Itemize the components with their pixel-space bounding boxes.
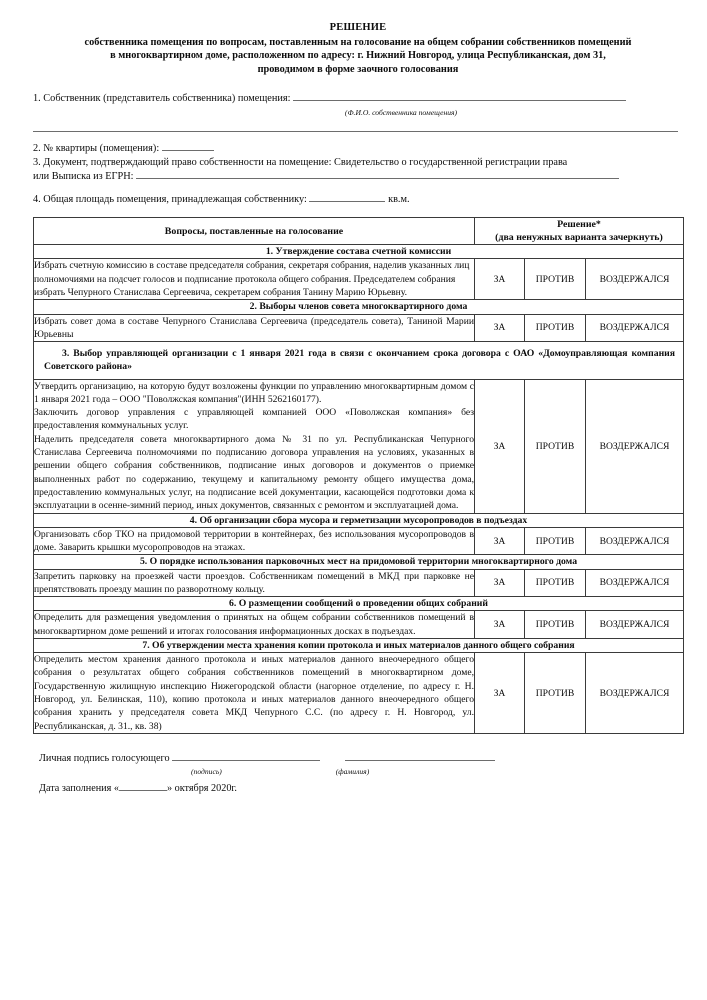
vote-option-za[interactable]: ЗА	[475, 379, 525, 513]
table-row	[34, 569, 684, 597]
ownership-document-label-line2: или Выписка из ЕГРН:	[33, 171, 134, 183]
vote-option-vozderzhalsya[interactable]: ВОЗДЕРЖАЛСЯ	[586, 611, 684, 639]
area-field-row	[33, 193, 683, 207]
question-paragraph: Определить местом хранения данного протокола и иных материалов данного внеочередного общего собрания о результатах общего собрания собственников помещений в многоквартирном доме, Государственную жилищную инспекцию Нижегородской области (нагорное отделение, по адресу г. Н. Новгород, ул. Белинская, 110), копию протокола и иных материалов данного внеочередного общего собрания хранить у председателя совета МКД Чепурного С.С. (по адресу г. Н. Новгород, ул. Республиканская, д. 31., кв. 38)	[34, 654, 474, 732]
vote-option-protiv[interactable]: ПРОТИВ	[525, 653, 586, 734]
ownership-document-label: 3. Документ, подтверждающий право собственности на помещение: Свидетельство о государственной регистрации права	[33, 157, 568, 169]
vote-option-za[interactable]: ЗА	[475, 569, 525, 597]
question-text	[34, 379, 475, 513]
ownership-document-row-2	[33, 170, 683, 184]
caption-signature: (подпись)	[191, 766, 222, 776]
question-paragraph: Наделить председателя совета многоквартирного дома № 31 по ул. Республиканская Чепурного Станислава Сергеевича полномочиями по подписанию договора управления на условиях, указанных в решении общего собрания собственников, подписание иных договоров и документов о приемке выполненных работ по содержанию, текущему и капитальному ремонту общего имущества дома, предоставлению коммунальных услуг, на подписание всей документации, касающейся подготовки дома к эксплуатации в осенне-зимний период, иных документов, связанных с ремонтом и эксплуатацией дома.	[34, 433, 474, 512]
vote-option-protiv[interactable]: ПРОТИВ	[525, 379, 586, 513]
table-row	[34, 259, 684, 300]
area-input-line[interactable]	[309, 201, 385, 202]
ballot-table	[33, 217, 684, 734]
section-heading-row	[34, 513, 684, 527]
table-row	[34, 379, 684, 513]
caption-surname: (фамилия)	[335, 766, 370, 776]
question-text	[34, 653, 475, 734]
document-subtitle-line-3: проводимом в форме заочного голосования	[257, 63, 459, 75]
question-text	[34, 611, 475, 639]
header-decision	[475, 218, 684, 245]
section-heading-row	[34, 638, 684, 652]
ownership-document-input-line[interactable]	[136, 178, 619, 179]
section-heading: 1. Утверждение состава счетной комиссии	[34, 245, 684, 259]
section-heading-row	[34, 555, 684, 569]
owner-input-line[interactable]	[293, 100, 626, 101]
vote-option-vozderzhalsya[interactable]: ВОЗДЕРЖАЛСЯ	[586, 569, 684, 597]
question-paragraph: Заключить договор управления с управляющей компанией ООО «Поволжская компания» без предоставления коммунальных услуг.	[34, 407, 474, 432]
document-subtitle-line-2: в многоквартирном доме, расположенном по адресу: г. Нижний Новгород, улица Республиканская, дом 31,	[110, 50, 606, 62]
question-paragraph: Запретить парковку на проезжей части проездов. Собственникам помещений в МКД при парковке не препятствовать проезду машин по разворотному кольцу.	[34, 570, 474, 595]
question-text	[34, 569, 475, 597]
vote-option-za[interactable]: ЗА	[475, 653, 525, 734]
question-paragraph: Избрать совет дома в составе Чепурного Станислава Сергеевича (председатель совета), Таниной Марии Юрьевны	[34, 315, 474, 340]
question-text	[34, 527, 475, 555]
section-heading-row	[34, 300, 684, 314]
section-heading: 4. Об организации сбора мусора и герметизации мусоропроводов в подъездах	[34, 513, 684, 527]
vote-option-za[interactable]: ЗА	[475, 611, 525, 639]
vote-option-protiv[interactable]: ПРОТИВ	[525, 314, 586, 342]
area-unit: кв.м.	[388, 193, 410, 205]
section-heading: 2. Выборы членов совета многоквартирного дома	[34, 300, 684, 314]
table-row	[34, 527, 684, 555]
document-subtitle-line-1: собственника помещения по вопросам, поставленным на голосование на общем собрании собственников помещений	[84, 37, 632, 48]
section-heading: 7. Об утверждении места хранения копии протокола и иных материалов данного общего собрания	[34, 638, 684, 652]
section-heading: 5. О порядке использования парковочных мест на придомовой территории многоквартирного дома	[34, 555, 684, 569]
vote-option-protiv[interactable]: ПРОТИВ	[525, 611, 586, 639]
section-heading-row	[34, 597, 684, 611]
question-paragraph: Утвердить организацию, на которую будут возложены функции по управлению многоквартирным домом с 1 января 2021 года – ООО "Поволжская компания"(ИНН 5262160177).	[34, 380, 474, 405]
date-row	[39, 782, 683, 796]
header-decision-line-1: Решение*	[557, 219, 601, 231]
section-heading-row	[34, 245, 684, 259]
identification-fields	[33, 92, 683, 207]
signature-captions	[39, 767, 683, 777]
signature-label: Личная подпись голосующего	[39, 752, 170, 764]
vote-option-vozderzhalsya[interactable]: ВОЗДЕРЖАЛСЯ	[586, 379, 684, 513]
apartment-field-row	[33, 142, 683, 156]
ballot-table-body	[34, 218, 684, 734]
header-decision-line-2: (два ненужных варианта зачеркнуть)	[495, 232, 663, 244]
owner-field-row	[33, 92, 683, 106]
owner-label: 1. Собственник (представитель собственника) помещения:	[33, 93, 291, 105]
question-paragraph: Избрать счетную комиссию в составе председателя собрания, секретаря собрания, наделив указанных лиц полномочиями на подсчет голосов и подписание протокола общего собрания. Председателем собрания избрать Чепурного Станислава Сергеевича, секретарем собрания Танину Марию Юрьевну.	[34, 260, 470, 299]
table-row	[34, 611, 684, 639]
page-title: РЕШЕНИЕ	[329, 22, 387, 33]
area-label: 4. Общая площадь помещения, принадлежащая собственнику:	[33, 193, 307, 205]
vote-option-vozderzhalsya[interactable]: ВОЗДЕРЖАЛСЯ	[586, 527, 684, 555]
vote-option-vozderzhalsya[interactable]: ВОЗДЕРЖАЛСЯ	[586, 314, 684, 342]
vote-option-za[interactable]: ЗА	[475, 314, 525, 342]
apartment-label: 2. № квартиры (помещения):	[33, 142, 160, 154]
apartment-input-line[interactable]	[162, 150, 214, 151]
vote-option-vozderzhalsya[interactable]: ВОЗДЕРЖАЛСЯ	[586, 259, 684, 300]
table-row	[34, 314, 684, 342]
header-questions: Вопросы, поставленные на голосование	[34, 218, 475, 245]
date-prefix: Дата заполнения «	[39, 782, 119, 794]
ownership-document-row	[33, 156, 683, 170]
signature-row	[39, 752, 683, 766]
document-subtitle	[33, 36, 683, 76]
vote-option-za[interactable]: ЗА	[475, 527, 525, 555]
question-text	[34, 259, 475, 300]
vote-option-protiv[interactable]: ПРОТИВ	[525, 569, 586, 597]
owner-caption: (Ф.И.О. собственника помещения)	[344, 107, 458, 117]
section-heading: 3. Выбор управляющей организации с 1 января 2021 года в связи с окончанием срока договора с ОАО «Домоуправляющая компания Советского района»	[34, 342, 684, 379]
date-input-line[interactable]	[119, 790, 167, 791]
question-paragraph: Организовать сбор ТКО на придомовой территории в контейнерах, без использования мусоропроводов в доме. Заварить крышки мусоропроводов на этажах.	[34, 528, 474, 554]
vote-option-za[interactable]: ЗА	[475, 259, 525, 300]
signature-input-line[interactable]	[172, 760, 320, 761]
table-header-row	[34, 218, 684, 245]
date-suffix: » октября 2020г.	[166, 782, 237, 794]
table-row	[34, 653, 684, 734]
owner-input-line-2[interactable]	[33, 120, 678, 132]
vote-option-protiv[interactable]: ПРОТИВ	[525, 527, 586, 555]
vote-option-protiv[interactable]: ПРОТИВ	[525, 259, 586, 300]
question-text	[34, 314, 475, 342]
section-heading-row	[34, 342, 684, 379]
footer	[33, 752, 683, 796]
vote-option-vozderzhalsya[interactable]: ВОЗДЕРЖАЛСЯ	[586, 653, 684, 734]
section-heading: 6. О размещении сообщений о проведении общих собраний	[34, 597, 684, 611]
surname-input-line[interactable]	[345, 760, 495, 761]
question-paragraph: Определить для размещения уведомления о принятых на общем собрании собственников помещений в многоквартирном доме решений и итогах голосования информационных досках в подъездах.	[34, 612, 474, 637]
